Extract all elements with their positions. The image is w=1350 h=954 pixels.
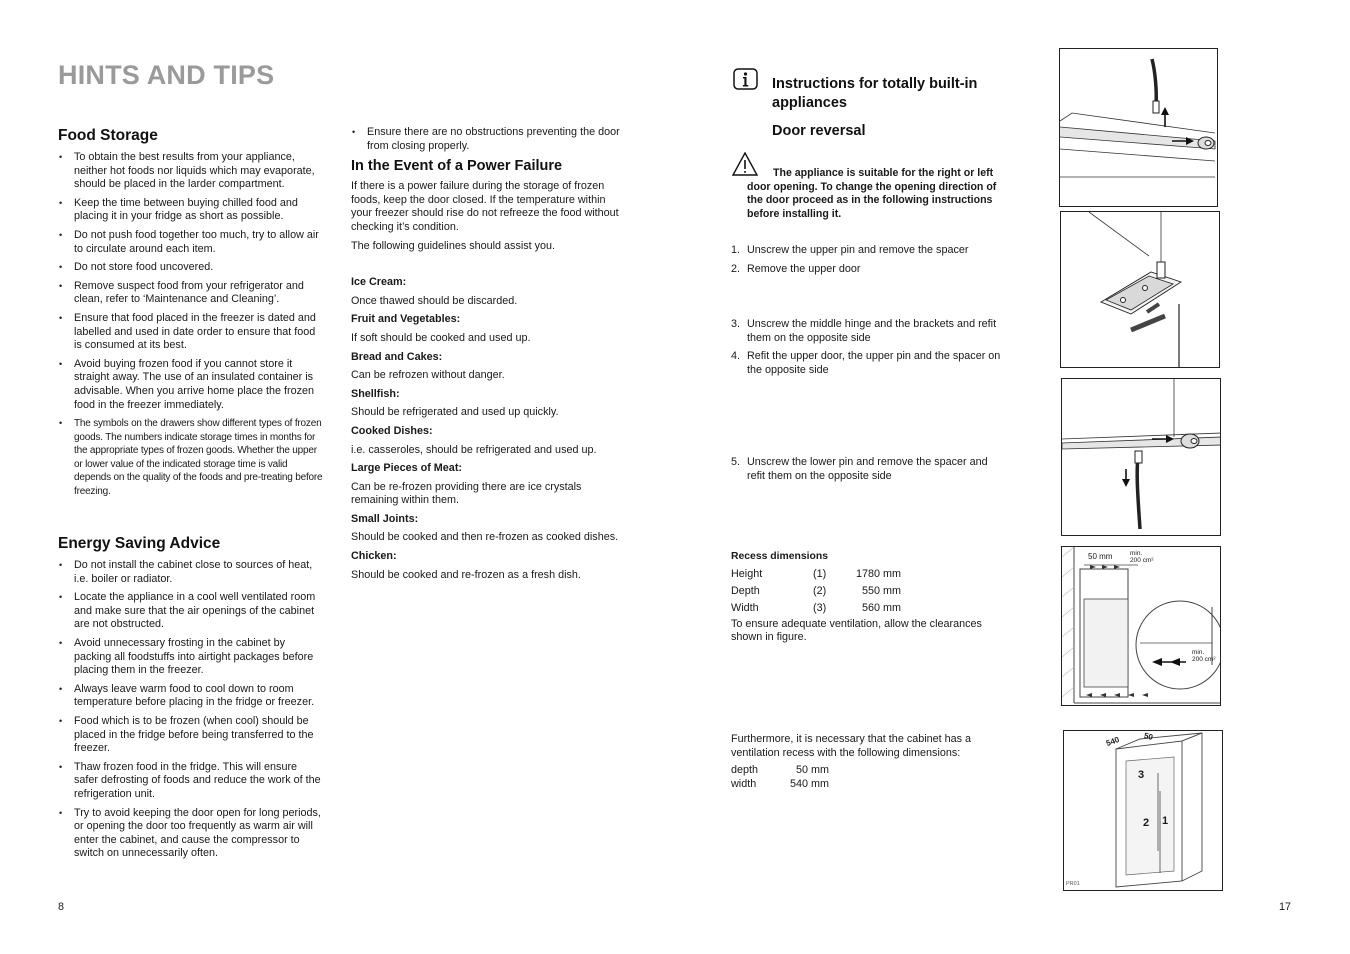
guideline-text: Should be cooked and then re-frozen as cooked dishes. (351, 531, 619, 544)
list-item: • Do not push food together too much, try to allow air to circulate around each item. (58, 229, 323, 256)
table-row: depth 50 mm (731, 764, 829, 777)
table-row: Height (1) 1780 mm (731, 567, 901, 580)
list-item: • Ensure that food placed in the freezer is dated and labelled and used in date order to ensure that food is consumed at its best. (58, 312, 323, 353)
list-item: • Thaw frozen food in the fridge. This will ensure safer defrosting of foods and reduce the work of the refrigeration unit. (58, 761, 323, 802)
built-in-heading-block (772, 75, 1032, 139)
fig-label: 2 (1143, 817, 1150, 829)
guideline-label: Shellfish: (351, 387, 400, 400)
recess-dimensions (731, 550, 1001, 645)
energy-saving-section (58, 535, 323, 866)
lower-pin-illustration (1062, 379, 1221, 536)
food-storage-heading: Food Storage (58, 127, 158, 144)
warning-text: The appliance is suitable for the right or left door opening. To change the opening direction of the door proceed as in the following instructions before installing it. (747, 167, 997, 220)
fig-label: PR01 (1066, 881, 1080, 887)
table-row: Width (3) 560 mm (731, 601, 901, 614)
table-row: Depth (2) 550 mm (731, 584, 901, 597)
guideline-text: Should be refrigerated and used up quickly. (351, 406, 559, 419)
figure-ventilation-clearance (1061, 546, 1221, 706)
guideline-text: Can be refrozen without danger. (351, 369, 505, 382)
guideline-label: Large Pieces of Meat: (351, 462, 463, 475)
list-item: 3. Unscrew the middle hinge and the brackets and refit them on the opposite side (731, 318, 997, 344)
guideline-label: Bread and Cakes: (351, 350, 443, 363)
energy-saving-heading: Energy Saving Advice (58, 535, 221, 552)
list-item: • Food which is to be frozen (when cool) should be placed in the fridge before being transferred to the freezer. (58, 715, 323, 756)
guideline-label: Fruit and Vegetables: (351, 313, 461, 326)
guideline-text: If soft should be cooked and used up. (351, 331, 531, 344)
list-item: 5. Unscrew the lower pin and remove the spacer and refit them on the opposite side (731, 456, 988, 482)
food-storage-list (58, 151, 323, 499)
ventilation-clearance-illustration (1062, 547, 1221, 706)
figure-upper-pin (1059, 48, 1218, 207)
fig-label: min. 200 cm² (1192, 649, 1216, 663)
recess-heading: Recess dimensions (731, 551, 829, 562)
list-item: • Try to avoid keeping the door open for long periods, or opening the door too frequently as warm air will enter the cabinet, and cause the compressor to switch on unnecessarily often. (58, 807, 323, 861)
list-item: • Ensure there are no obstructions preventing the door from closing properly. (351, 126, 621, 153)
recess-dimensions-illustration (1064, 731, 1223, 891)
list-item: 2. Remove the upper door (731, 262, 861, 275)
figure-lower-pin (1061, 378, 1221, 536)
column-two (351, 126, 621, 582)
guideline-label: Ice Cream: (351, 276, 407, 289)
upper-pin-illustration (1060, 49, 1218, 207)
power-failure-heading: In the Event of a Power Failure (351, 158, 563, 175)
list-item: • Do not store food uncovered. (58, 261, 323, 275)
fig-label: 50 mm (1088, 552, 1113, 561)
fig-label: min. 200 cm² (1130, 550, 1154, 564)
list-item: • Always leave warm food to cool down to room temperature before placing in the fridge or freezer. (58, 683, 323, 710)
list-item: 4. Refit the upper door, the upper pin and the spacer on the opposite side (731, 350, 1001, 376)
recess-note: To ensure adequate ventilation, allow the clearances shown in figure. (731, 617, 982, 644)
info-icon (733, 68, 759, 90)
list-item: • The symbols on the drawers show different types of frozen goods. The numbers indicate storage times in months for the appropriate types of frozen goods. Whether the upper or lower value of the indicated storage time is valid depends on the quality of the foods and pre-treating before freezing. (58, 417, 323, 499)
guideline-text: Can be re-frozen providing there are ice crystals remaining within them. (351, 480, 582, 507)
guideline-label: Cooked Dishes: (351, 424, 433, 437)
fig-label: 3 (1138, 769, 1145, 781)
energy-saving-list (58, 559, 323, 861)
step-5 (731, 456, 1001, 483)
page-number-left: 8 (58, 901, 65, 913)
power-failure-para: The following guidelines should assist you. (351, 239, 556, 252)
ventilation-text: Furthermore, it is necessary that the cabinet has a ventilation recess with the following dimensions: (731, 733, 972, 759)
page-title: HINTS AND TIPS (58, 60, 275, 90)
list-item: • Do not install the cabinet close to sources of heat, i.e. boiler or radiator. (58, 559, 323, 586)
power-failure-para: If there is a power failure during the storage of frozen foods, keep the door closed. If the temperature within your freezer should rise do not refreeze the food without checking it’s condition. (351, 180, 619, 233)
guideline-text: Should be cooked and re-frozen as a fresh dish. (351, 568, 581, 581)
door-reversal-heading: Door reversal (772, 123, 866, 139)
steps-3-4 (731, 318, 1001, 377)
page-number-right: 17 (1279, 901, 1292, 913)
list-item: 1. Unscrew the upper pin and remove the spacer (731, 244, 969, 256)
table-row: width 540 mm (731, 778, 829, 791)
built-in-heading: Instructions for totally built-in appliances (772, 76, 978, 111)
figure-recess-dimensions (1063, 730, 1223, 891)
guideline-label: Chicken: (351, 550, 397, 563)
guidelines-list (351, 276, 621, 582)
food-storage-section (58, 127, 323, 504)
fig-label: 1 (1162, 815, 1169, 827)
guideline-label: Small Joints: (351, 512, 419, 525)
list-item: • Remove suspect food from your refrigerator and clean, refer to ‘Maintenance and Cleaning’. (58, 280, 323, 307)
fig-label: 50 (1142, 731, 1154, 742)
guideline-text: i.e. casseroles, should be refrigerated and used up. (351, 443, 597, 456)
middle-hinge-illustration (1061, 212, 1220, 368)
list-item: • Locate the appliance in a cool well ventilated room and make sure that the air openings of the cabinet are not obstructed. (58, 591, 323, 632)
steps-1-2 (731, 244, 1001, 276)
list-item: • Keep the time between buying chilled food and placing it in your fridge as short as possible. (58, 197, 323, 224)
list-item: • To obtain the best results from your appliance, neither hot foods nor liquids which may evaporate, should be placed in the larder compartment. (58, 151, 323, 192)
figure-middle-hinge (1060, 211, 1220, 368)
fig-label: 540 (1104, 734, 1121, 749)
guideline-text: Once thawed should be discarded. (351, 294, 518, 307)
list-item: • Avoid buying frozen food if you cannot store it straight away. The use of an insulated container is advisable. When you arrive home place the frozen food in the freezer immediately. (58, 358, 323, 412)
ventilation-section (731, 733, 1001, 791)
list-item: • Avoid unnecessary frosting in the cabinet by packing all foodstuffs into airtight packages before placing them in the freezer. (58, 637, 323, 678)
